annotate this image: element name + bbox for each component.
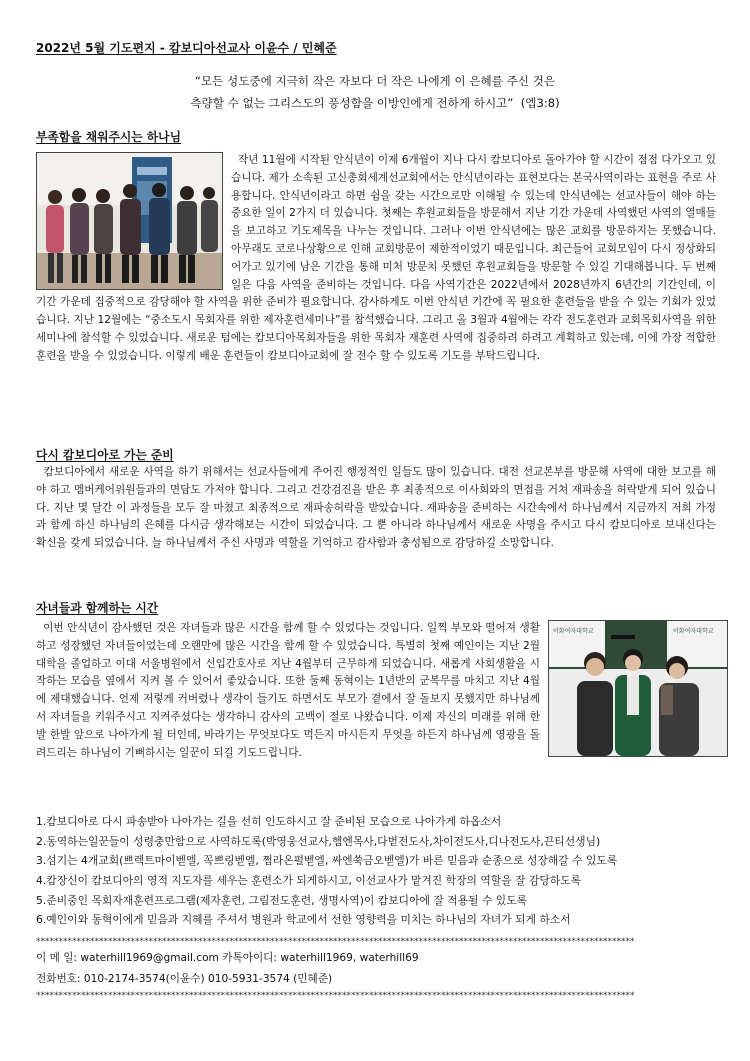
section-text-1: 작년 11월에 시작된 안식년이 이제 6개월이 지나 다시 캄보디아로 돌아가야 할 시간이 점점 다가오고 있습니다. 제가 소속된 고신총회세계선교회에서는 안식년이라는 표현보다는 본국사역이라는 표현을 주로 사용합니다. 안식년이라고 하면 쉼을 갖는 시간으로만 이해될 수 있는데 안식년에는 선교사들이 해야 하는 중요한 일이 2가지 더 있습니다. 첫째는 후원교회들을 방문해서 지난 기간 가운데 사역했던 사역의 열매들을 보고하고 기도제목을 나누는 것입니다. 그러나 이번 안식년에는 많은 교회를 방문하지는 못했습니다. 아무래도 코로나상황으로 인해 교회방문이 제한적이었기 때문입니다. 최근들어 교회모임이 다시 정상화되어가고 있기에 남은 기간을 통해 미처 방문치 못했던 후원교회들을 방문할 수 있길 기대해봅니다. 두 번째 일은 다음 사역을 준비하는 것입니다. 다음 사역기간은 2022년에서 2028년까지 6년간의 기간인데, 이 기간 가운데 집중적으로 감당해야 할 사역을 위한 준비가 필요합니다. 감사하게도 이번 안식년 기간에 꼭 필요한 훈련들을 받을 수 있는 기회가 있었습니다. 지난 12월에는 “중소도시 목회자를 위한 제자훈련세미나”를 참석했습니다. 그리고 올 3월과 4월에는 각각 전도훈련과 교회목회사역을 위한 세미나에 참석할 수 있었습니다. 새로운 텀에는 캄보디아목회자들을 위한 목회자 재훈련 사역에 집중하려 하려고 계획하고 있는데, 이에 가장 적합한 훈련을 받을 수 있었습니다. 이렇게 배운 훈련들이 캄보디아교회에 잘 전수 할 수 있도록 기도를 부탁드립니다. xyxy=(36,154,720,362)
section-heading-2: 다시 캄보디아로 가는 준비 xyxy=(36,448,174,462)
verse-line-2 xyxy=(0,92,750,114)
verse-reference: (엡3:8) xyxy=(520,96,560,111)
prayer-item: 4.캄장신이 캄보디아의 영적 지도자를 세우는 훈련소가 되게하시고, 이선교사가 맡겨진 학장의 역할을 잘 감당하도록 xyxy=(36,873,582,887)
graduation-photo xyxy=(548,620,728,757)
scripture-verse xyxy=(0,70,750,114)
section-heading-1: 부족함을 채워주시는 하나님 xyxy=(36,130,181,144)
letter-title: 2022년 5월 기도편지 - 캄보디아선교사 이윤수 / 민혜준 xyxy=(36,41,337,55)
section-body-2 xyxy=(36,464,720,553)
prayer-item: 3.섬기는 4개교회(쁘렉트마이벧엘, 꼭쁘링벧엘, 쩜라온펄벧엘, 싸엔쑥금오벧엘)가 바른 믿음과 순종으로 성장해갈 수 있도록 xyxy=(36,854,618,868)
section-heading-3: 자녀들과 함께하는 시간 xyxy=(36,601,159,615)
prayer-item: 6.예인이와 동혁이에게 믿음과 지혜를 주셔서 병원과 학교에서 선한 영향력을 미치는 하나님의 자녀가 되게 하소서 xyxy=(36,913,571,927)
verse-line-1: “모든 성도중에 지극히 작은 자보다 더 작은 나에게 이 은혜를 주신 것은 xyxy=(194,74,556,88)
prayer-item: 5.준비중인 목회자재훈련프로그램(제자훈련, 그림전도훈련, 생명사역)이 캄보디아에 잘 적용될 수 있도록 xyxy=(36,893,528,907)
section-body-3 xyxy=(36,620,728,762)
group-photo xyxy=(36,152,223,290)
separator-bottom: ************************************************************************************************************************************* xyxy=(36,991,635,1001)
prayer-requests-list xyxy=(36,812,726,930)
prayer-item: 2.동역하는일꾼들이 성령충만함으로 사역하도록(박영웅선교사,헴엔목사,다벋전도사,차이전도사,디나전도사,끈티선생님) xyxy=(36,834,601,848)
section-text-3: 이번 안식년이 감사했던 것은 자녀들과 많은 시간을 함께 할 수 있었다는 것입니다. 일찍 부모와 떨어져 생활하고 성장했던 자녀들이었는데 오랜만에 많은 시간을 함께 할 수 있었습니다. 특별히 첫째 예인이는 지난 2월 대학을 졸업하고 이대 서울병원에서 신입간호사로 지난 4월부터 근무하게 되었습니다. 새롭게 사회생활을 시작하는 모습을 옆에서 지켜 볼 수 있어서 좋았습니다. 또한 둘째 동혁이는 1년반의 군복무를 마치고 지난 4월에 제대했습니다. 언제 저렇게 커버렸나 생각이 들기도 하면서도 부모가 곁에서 잘 돌보지 못했지만 하나님께서 자녀들을 키워주시고 지켜주셨다는 생각하니 감사의 고백이 절로 나왔습니다. 이제 자신의 미래를 위해 한발 한발 앞으로 나아가게 될 터인데, 바라기는 무엇보다도 먹든지 마시든지 무엇을 하든지 하나님께 영광을 돌려드리는 하나님이 기뻐하시는 일꾼이 되길 기도드립니다. xyxy=(36,622,544,759)
contact-email-line: 이 메 일: waterhill1969@gmail.com 카톡아이디: waterhill1969, waterhill69 xyxy=(36,952,419,964)
contact-info xyxy=(36,948,419,990)
contact-phone-line: 전화번호: 010-2174-3574(이윤수) 010-5931-3574 (민혜준) xyxy=(36,973,333,986)
verse-line-2-text: 측량할 수 없는 그리스도의 풍성함을 이방인에게 전하게 하시고” xyxy=(190,96,514,111)
section-body-1 xyxy=(36,152,720,366)
section-text-2: 캄보디아에서 새로운 사역을 하기 위해서는 선교사들에게 주어진 행정적인 일들도 많이 있습니다. 대전 선교본부를 방문해 사역에 대한 보고를 해야 하고 멤버케어위원들과의 면담도 가져야 합니다. 그리고 건강검진을 받은 후 최종적으로 이사회와의 면접을 거쳐 재파송을 허락받게 되어 있습니다. 지난 몇 달간 이 과정들을 모두 잘 마쳤고 최종적으로 재파송허락을 받았습니다. 재파송을 준비하는 시간속에서 하나님께서 지금까지 저희 가정과 함께 하신 하나님의 은혜를 다시금 생각해보는 시간이 되었습니다. 그 뿐 아니라 하나님께서 새로운 사명을 주시고 다시 캄보디아로 보내신다는 확신을 갖게 되었습니다. 늘 하나님께서 주신 사명과 역할을 기억하고 감사함과 충성됨으로 감당하길 소망합니다. xyxy=(36,466,720,550)
sign-text-right: 이화여자대학교 xyxy=(673,628,714,635)
sign-text-left: 이화여자대학교 xyxy=(553,628,594,635)
separator-top: ************************************************************************************************************************************* xyxy=(36,937,635,947)
prayer-item: 1.캄보디아로 다시 파송받아 나아가는 길을 선히 인도하시고 잘 준비된 모습으로 나아가게 하옵소서 xyxy=(36,815,502,828)
